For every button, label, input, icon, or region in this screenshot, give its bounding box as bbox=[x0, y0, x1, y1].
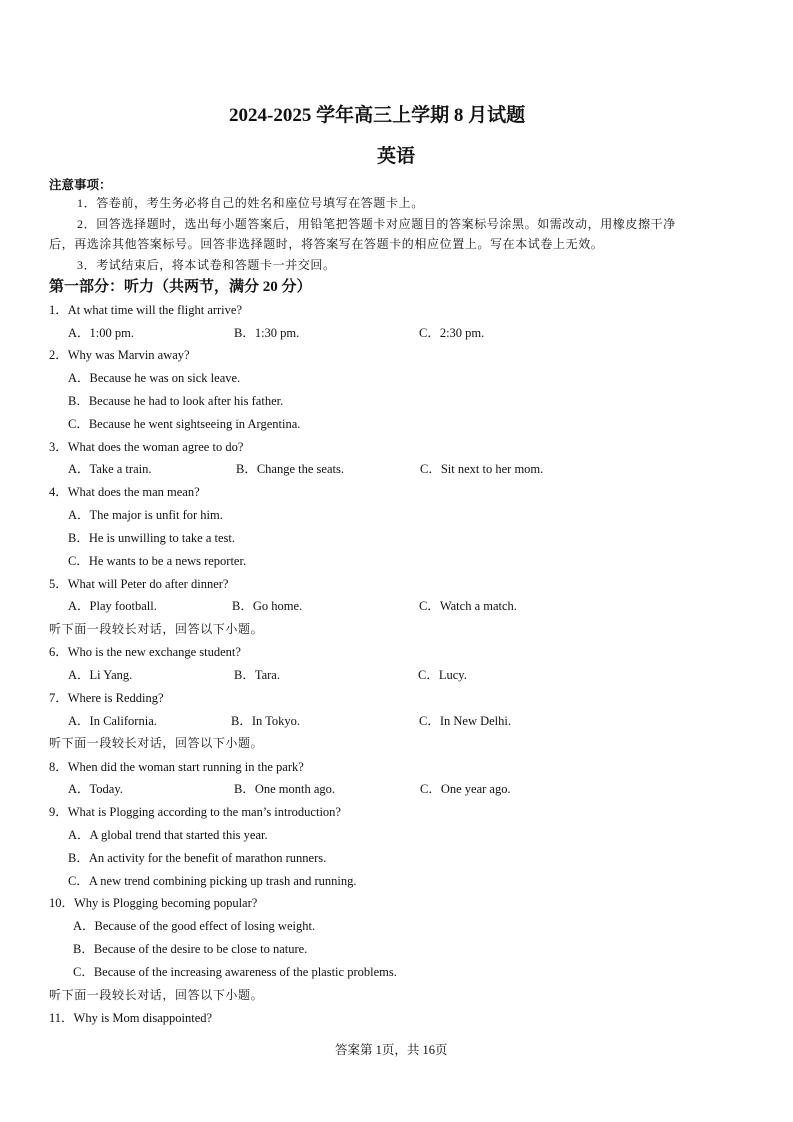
question-8-option-b: B．One month ago. bbox=[234, 782, 336, 796]
question-8-option-c: C．One year ago. bbox=[420, 782, 511, 796]
question-8-stem: 8．When did the woman start running in the park? bbox=[49, 760, 304, 774]
question-4-option-c: C．He wants to be a news reporter. bbox=[68, 554, 247, 568]
question-10-option-b: B．Because of the desire to be close to nature. bbox=[73, 942, 308, 956]
question-2-option-c: C．Because he went sightseeing in Argentina. bbox=[68, 417, 301, 431]
question-5-option-c: C．Watch a match. bbox=[419, 599, 517, 613]
question-2-stem: 2．Why was Marvin away? bbox=[49, 348, 190, 362]
question-6-stem: 6．Who is the new exchange student? bbox=[49, 645, 241, 659]
notes-item-1: 1．答卷前，考生务必将自己的姓名和座位号填写在答题卡上。 bbox=[77, 196, 424, 210]
question-7-option-c: C．In New Delhi. bbox=[419, 714, 511, 728]
question-3-stem: 3．What does the woman agree to do? bbox=[49, 440, 244, 454]
question-7-option-b: B．In Tokyo. bbox=[231, 714, 301, 728]
question-4-option-b: B．He is unwilling to take a test. bbox=[68, 531, 235, 545]
notes-item-3: 3．考试结束后，将本试卷和答题卡一并交回。 bbox=[77, 258, 336, 272]
question-7-option-a: A．In California. bbox=[68, 714, 157, 728]
question-9-stem: 9．What is Plogging according to the man’s introduction? bbox=[49, 805, 341, 819]
instruction-long-dialogue-2: 听下面一段较长对话，回答以下小题。 bbox=[49, 736, 264, 750]
instruction-long-dialogue-3: 听下面一段较长对话，回答以下小题。 bbox=[49, 988, 264, 1002]
question-3-option-c: C．Sit next to her mom. bbox=[420, 462, 544, 476]
question-6-option-b: B．Tara. bbox=[234, 668, 280, 682]
question-2-option-a: A．Because he was on sick leave. bbox=[68, 371, 241, 385]
question-5-option-b: B．Go home. bbox=[232, 599, 303, 613]
subject-title: 英语 bbox=[377, 146, 416, 167]
question-1-option-c: C．2:30 pm. bbox=[419, 326, 485, 340]
question-11-stem: 11．Why is Mom disappointed? bbox=[49, 1011, 213, 1025]
notes-item-2-line-2: 后，再选涂其他答案标号。回答非选择题时，将答案写在答题卡的相应位置上。写在本试卷上无效。 bbox=[49, 237, 604, 251]
question-9-option-c: C．A new trend combining picking up trash and running. bbox=[68, 874, 357, 888]
question-10-option-c: C．Because of the increasing awareness of the plastic problems. bbox=[73, 965, 397, 979]
page-footer: 答案第 1页，共 16页 bbox=[335, 1043, 448, 1057]
question-6-option-a: A．Li Yang. bbox=[68, 668, 133, 682]
question-4-option-a: A．The major is unfit for him. bbox=[68, 508, 223, 522]
question-3-option-a: A．Take a train. bbox=[68, 462, 152, 476]
question-7-stem: 7．Where is Redding? bbox=[49, 691, 164, 705]
notes-item-2-line-1: 2．回答选择题时，选出每小题答案后，用铅笔把答题卡对应题目的答案标号涂黑。如需改动，用橡皮擦干净 bbox=[77, 217, 676, 231]
question-9-option-a: A．A global trend that started this year. bbox=[68, 828, 268, 842]
section-1-heading: 第一部分：听力（共两节，满分 20 分） bbox=[49, 279, 312, 295]
notes-heading: 注意事项： bbox=[49, 178, 112, 192]
question-9-option-b: B．An activity for the benefit of marathon runners. bbox=[68, 851, 327, 865]
question-1-option-a: A．1:00 pm. bbox=[68, 326, 134, 340]
question-5-stem: 5．What will Peter do after dinner? bbox=[49, 577, 229, 591]
question-3-option-b: B．Change the seats. bbox=[236, 462, 344, 476]
instruction-long-dialogue-1: 听下面一段较长对话，回答以下小题。 bbox=[49, 622, 264, 636]
question-8-option-a: A．Today. bbox=[68, 782, 123, 796]
question-5-option-a: A．Play football. bbox=[68, 599, 157, 613]
question-6-option-c: C．Lucy. bbox=[418, 668, 467, 682]
question-10-option-a: A．Because of the good effect of losing weight. bbox=[73, 919, 316, 933]
question-2-option-b: B．Because he had to look after his father. bbox=[68, 394, 284, 408]
page-title: 2024-2025 学年高三上学期 8 月试题 bbox=[229, 105, 526, 126]
question-10-stem: 10．Why is Plogging becoming popular? bbox=[49, 896, 258, 910]
question-4-stem: 4．What does the man mean? bbox=[49, 485, 200, 499]
question-1-option-b: B．1:30 pm. bbox=[234, 326, 300, 340]
question-1-stem: 1．At what time will the flight arrive? bbox=[49, 303, 243, 317]
